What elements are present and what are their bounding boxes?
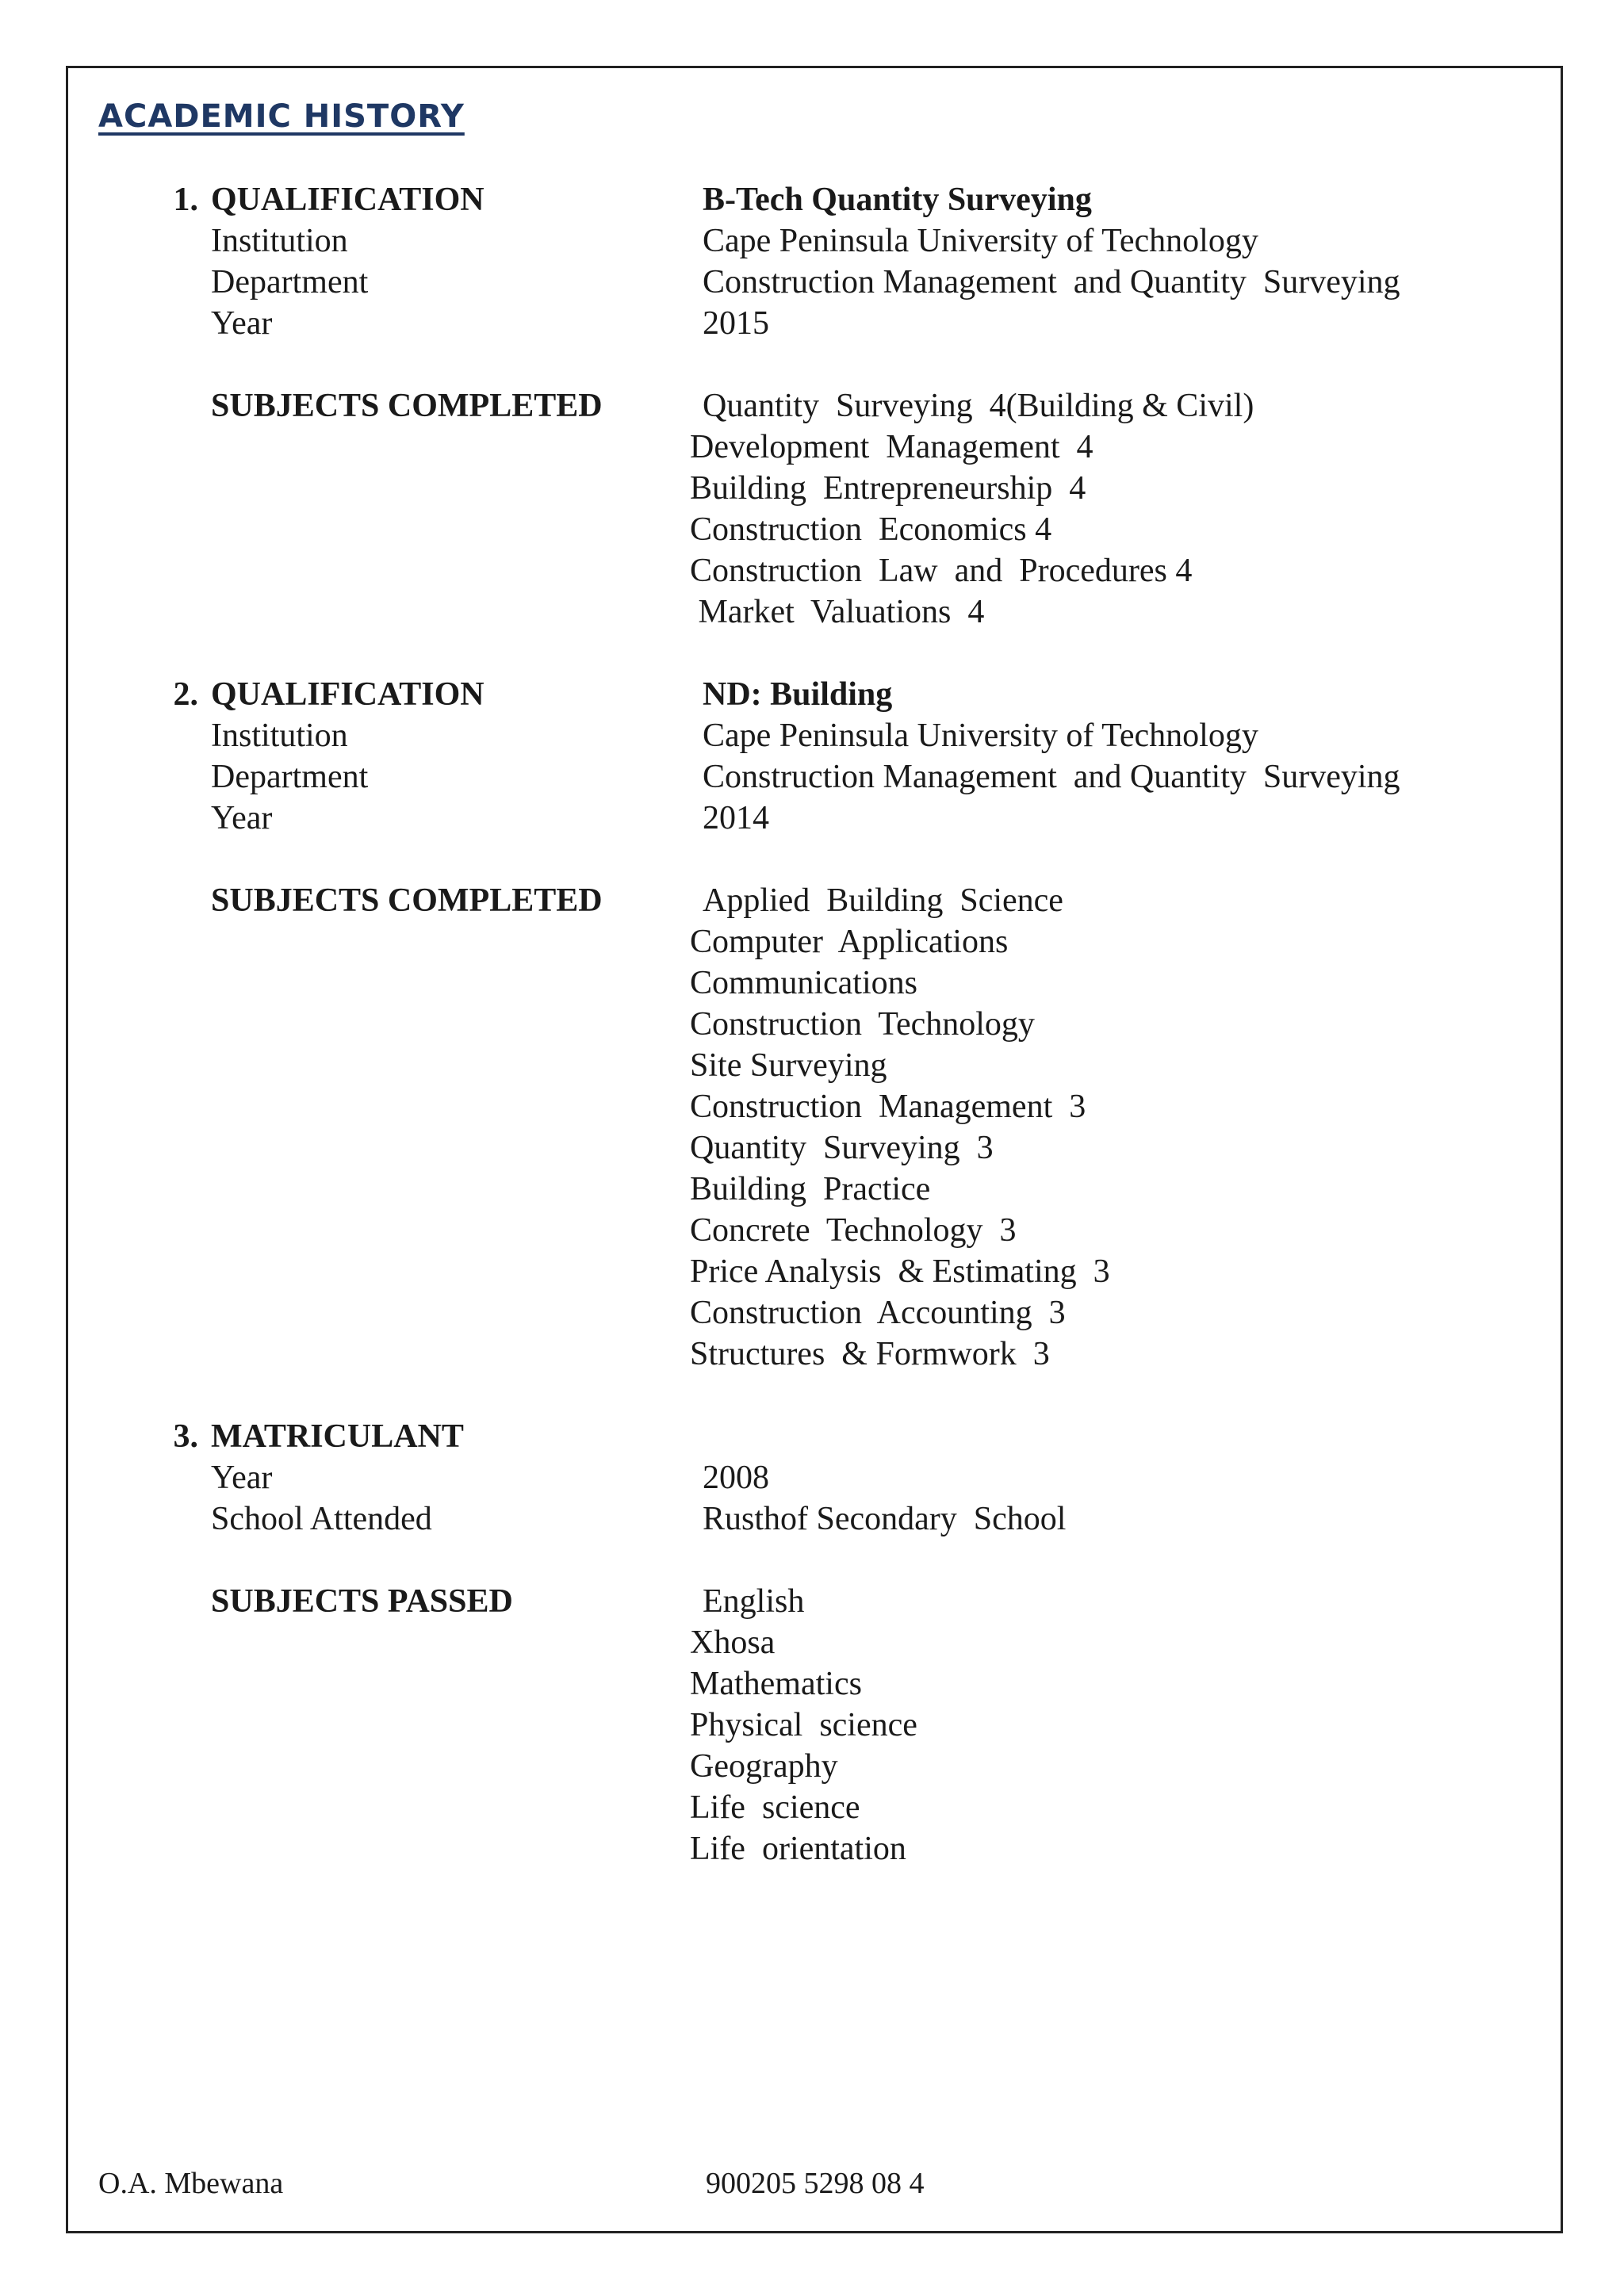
field-row xyxy=(0,303,1624,344)
field-value: Rusthof Secondary School xyxy=(703,1501,1067,1537)
section-title: MATRICULANT xyxy=(211,1418,464,1455)
subject-item: Construction Economics 4 xyxy=(690,511,1052,548)
section-number: 3. xyxy=(173,1418,198,1455)
academic-history-content xyxy=(0,179,1624,1911)
page-title: ACADEMIC HISTORY xyxy=(98,98,465,135)
subject-item: Site Surveying xyxy=(690,1047,887,1084)
matriculant-section xyxy=(0,1416,1624,1869)
subject-item: Applied Building Science xyxy=(703,882,1063,919)
field-row xyxy=(0,798,1624,839)
field-label: Year xyxy=(211,305,273,342)
field-value: Construction Management and Quantity Surveying xyxy=(703,264,1400,300)
section-title-row xyxy=(0,1416,1624,1457)
field-label: Year xyxy=(211,1460,273,1496)
subject-item: Quantity Surveying 4(Building & Civil) xyxy=(703,388,1254,424)
subject-item: Construction Accounting 3 xyxy=(690,1295,1066,1331)
subject-item: Life orientation xyxy=(690,1831,906,1867)
subject-item: Concrete Technology 3 xyxy=(690,1212,1017,1249)
section-title-row xyxy=(0,179,1624,220)
subject-item: Geography xyxy=(690,1748,838,1785)
qualification-name: ND: Building xyxy=(703,676,893,713)
qualification-section-1 xyxy=(0,179,1624,633)
subject-item: Construction Law and Procedures 4 xyxy=(690,553,1193,589)
subject-item: Quantity Surveying 3 xyxy=(690,1130,994,1166)
section-title-row xyxy=(0,674,1624,715)
field-label: Institution xyxy=(211,223,348,259)
subjects-label: SUBJECTS COMPLETED xyxy=(211,882,603,919)
field-value: 2015 xyxy=(703,305,769,342)
subject-row xyxy=(0,385,1624,427)
qualification-name: B-Tech Quantity Surveying xyxy=(703,182,1092,218)
footer-id-number: 900205 5298 08 4 xyxy=(706,2167,925,2200)
field-label: Institution xyxy=(211,718,348,754)
subject-item: Building Practice xyxy=(690,1171,931,1207)
field-label: School Attended xyxy=(211,1501,432,1537)
subject-row xyxy=(0,1581,1624,1622)
subject-item: Life science xyxy=(690,1789,860,1826)
field-value: Cape Peninsula University of Technology xyxy=(703,718,1258,754)
qualification-section-2 xyxy=(0,674,1624,1375)
subject-item: English xyxy=(703,1583,805,1620)
field-label: Year xyxy=(211,800,273,836)
field-row xyxy=(0,262,1624,303)
subject-row xyxy=(0,880,1624,921)
field-row xyxy=(0,1498,1624,1540)
field-row xyxy=(0,220,1624,262)
subject-item: Price Analysis & Estimating 3 xyxy=(690,1253,1110,1290)
subject-item: Development Management 4 xyxy=(690,429,1094,465)
section-number: 2. xyxy=(173,676,198,713)
field-value: Construction Management and Quantity Surveying xyxy=(703,759,1400,795)
subject-item: Construction Management 3 xyxy=(690,1089,1086,1125)
field-label: Department xyxy=(211,759,369,795)
field-label: Department xyxy=(211,264,369,300)
section-title: QUALIFICATION xyxy=(211,182,485,218)
footer-name: O.A. Mbewana xyxy=(98,2167,284,2200)
field-value: Cape Peninsula University of Technology xyxy=(703,223,1258,259)
field-row xyxy=(0,1457,1624,1498)
subject-item: Market Valuations 4 xyxy=(690,594,985,630)
field-value: 2014 xyxy=(703,800,769,836)
subject-item: Mathematics xyxy=(690,1666,862,1702)
subject-item: Xhosa xyxy=(690,1624,776,1661)
field-row xyxy=(0,715,1624,756)
subject-item: Computer Applications xyxy=(690,924,1009,960)
subject-item: Structures & Formwork 3 xyxy=(690,1336,1050,1372)
subjects-label: SUBJECTS COMPLETED xyxy=(211,388,603,424)
subject-item: Physical science xyxy=(690,1707,917,1743)
section-title: QUALIFICATION xyxy=(211,676,485,713)
subject-item: Construction Technology xyxy=(690,1006,1035,1043)
subject-item: Communications xyxy=(690,965,917,1001)
section-number: 1. xyxy=(173,182,198,218)
subjects-label: SUBJECTS PASSED xyxy=(211,1583,513,1620)
subject-item: Building Entrepreneurship 4 xyxy=(690,470,1086,507)
field-row xyxy=(0,756,1624,798)
field-value: 2008 xyxy=(703,1460,769,1496)
